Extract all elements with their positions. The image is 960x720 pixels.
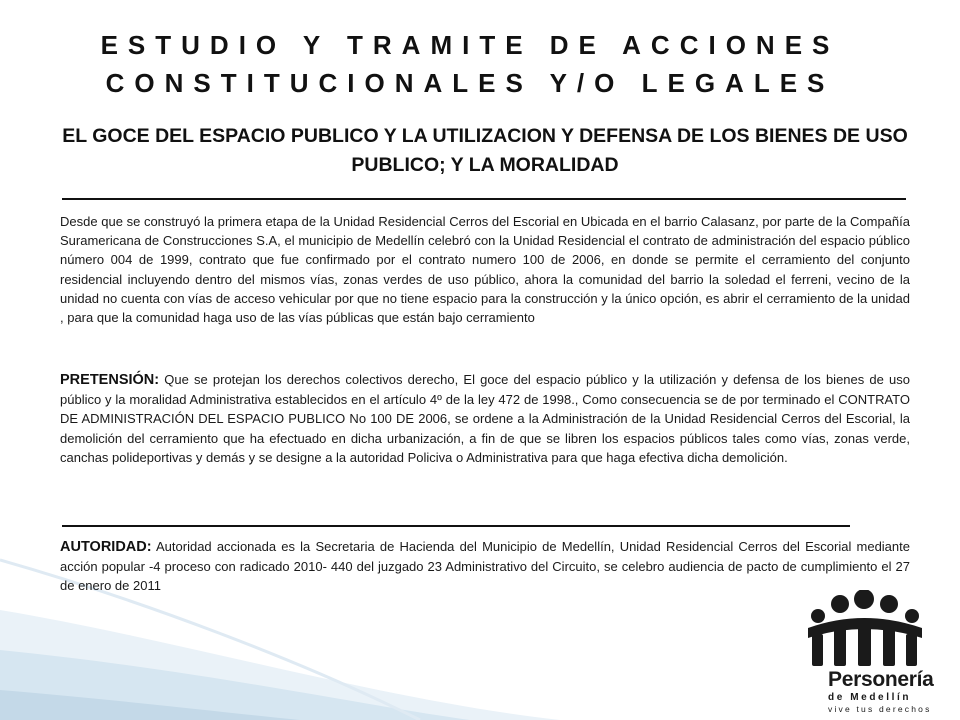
page-title-line-1: ESTUDIO Y TRAMITE DE ACCIONES <box>100 30 840 60</box>
logo-tagline: vive tus derechos <box>828 704 932 714</box>
autoridad-label: AUTORIDAD: <box>60 539 152 555</box>
personeria-logo <box>804 590 934 715</box>
autoridad-section <box>60 537 910 596</box>
page-title-line-2: CONSTITUCIONALES Y/O LEGALES <box>105 68 835 98</box>
pretension-section <box>60 370 910 467</box>
autoridad-text: Autoridad accionada es la Secretaria de Hacienda del Municipio de Medellín, Unidad Residencial Cerros del Escorial mediante acción popular -4 proceso con radicado 2010- 440 del juzgado 23 Administrativo del Circuito, se celebro audiencia de pacto de cumplimiento el 27 de enero de 2011 <box>60 539 910 594</box>
page-title <box>0 26 940 102</box>
people-icon <box>804 590 934 670</box>
pretension-label: PRETENSIÓN: <box>60 372 160 388</box>
logo-city: de Medellín <box>828 692 912 703</box>
case-subtitle: EL GOCE DEL ESPACIO PUBLICO Y LA UTILIZACION Y DEFENSA DE LOS BIENES DE USO PUBLICO; Y LA MORALIDAD <box>62 125 908 176</box>
pretension-text: Que se protejan los derechos colectivos derecho, El goce del espacio público y la utilización y defensa de los bienes de uso público y la moralidad Administrativa establecidos en el artículo 4º de la ley 472 de 1998., Como consecuencia se de por terminado el CONTRATO DE ADMINISTRACIÓN DEL ESPACIO PUBLICO No 100 DE 2006, se ordene a la Administración de la Unidad Residencial Cerros del Escorial, la demolición del cerramiento que ha efectuado en dicha urbanización, a fin de que se libren los espacios públicos tales como vías, zonas verde, canchas polideportivas y demás y se designe a la autoridad Policiva o Administrativa para que haga efectiva dicha demolición. <box>60 372 910 465</box>
case-description: Desde que se construyó la primera etapa de la Unidad Residencial Cerros del Escorial en Ubicada en el barrio Calasanz, por parte de la Compañía Suramericana de Construcciones S.A, el municipio de Medellín celebró con la Unidad Residencial el contrato de administración del espacio público número 004 de 1999, contrato que fue confirmado por el contrato numero 100 de 2006, en donde se permite el cerramiento del conjunto residencial incluyendo dentro del mismos vías, zonas verdes de uso público, ahora la comunidad del barrio la soledad el ferreni, vecino de la unidad no cuenta con vías de acceso vehicular por que no tiene espacio para la construcción y la único opción, es abrir el cerramiento de la unidad , para que la comunidad haga uso de las vías públicas que están bajo cerramiento <box>60 214 910 326</box>
divider-top <box>62 198 906 200</box>
logo-name: Personería <box>828 668 934 691</box>
divider-bottom <box>62 525 850 527</box>
